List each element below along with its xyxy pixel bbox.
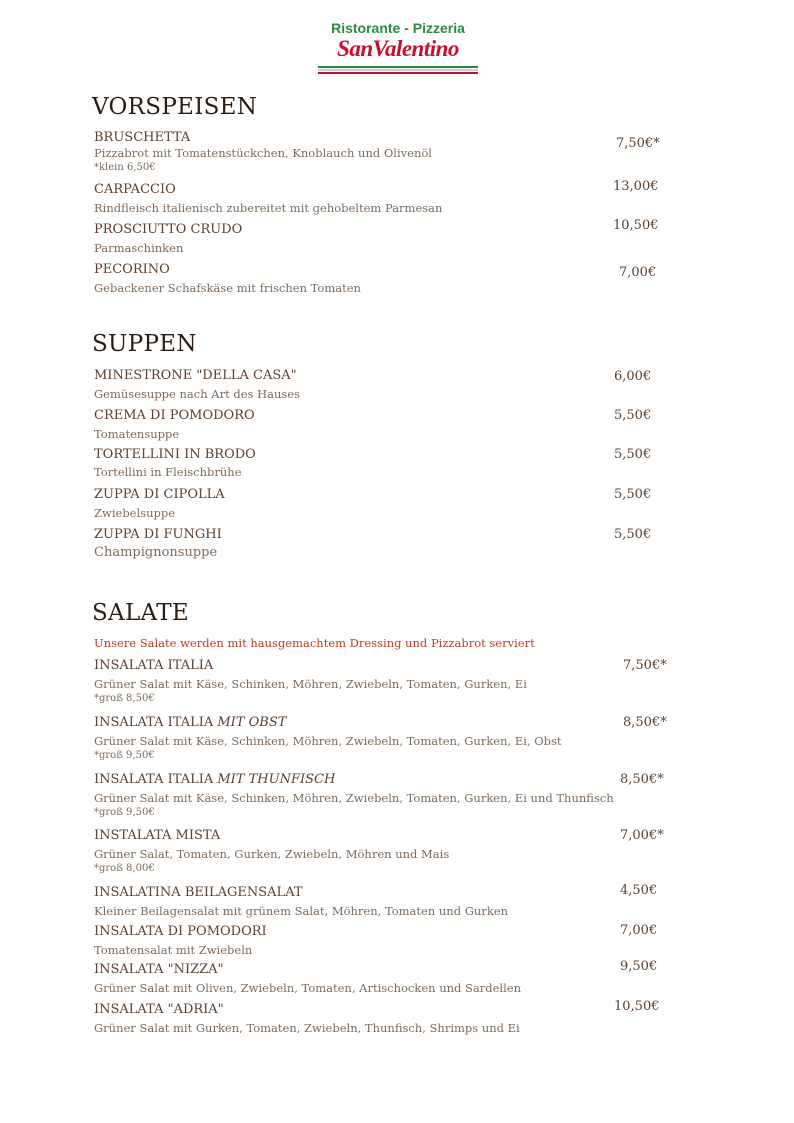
item-price: 7,00€* <box>620 828 664 843</box>
item-name-main: INSALATA ITALIA <box>94 715 214 730</box>
item-note: *groß 8,50€ <box>94 693 155 704</box>
menu-item <box>94 885 674 919</box>
item-price: 5,50€ <box>614 408 652 423</box>
item-description: Zwiebelsuppe <box>94 506 175 520</box>
logo-script-name: SanValentino <box>337 36 459 61</box>
item-description: Gemüsesuppe nach Art des Hauses <box>94 387 300 401</box>
section-title-salate: SALATE <box>92 600 189 626</box>
item-name-suffix: MIT THUNFISCH <box>217 772 336 787</box>
menu-item <box>94 1002 674 1036</box>
item-price: 7,50€* <box>623 658 667 673</box>
item-name: INSALATA ITALIA <box>94 658 214 673</box>
item-price: 10,50€ <box>614 999 660 1014</box>
item-price: 6,00€ <box>614 369 652 384</box>
menu-item <box>94 222 674 256</box>
flag-stripe-green <box>318 66 478 68</box>
flag-stripe-white <box>318 69 478 71</box>
item-price: 13,00€ <box>613 179 659 194</box>
menu-item <box>94 962 674 996</box>
item-name <box>94 715 674 731</box>
menu-item <box>94 262 674 296</box>
item-description: Tomatensalat mit Zwiebeln <box>94 943 253 957</box>
item-description: Tomatensuppe <box>94 427 180 441</box>
item-price: 5,50€ <box>614 447 652 462</box>
menu-item <box>94 447 674 480</box>
item-name: BRUSCHETTA <box>94 130 191 145</box>
item-description: Gebackener Schafskäse mit frischen Tomaten <box>94 281 361 295</box>
item-name: CREMA DI POMODORO <box>94 408 255 423</box>
logo-subtitle: Ristorante - Pizzeria <box>331 20 465 36</box>
item-description: Parmaschinken <box>94 241 184 255</box>
section-intro: Unsere Salate werden mit hausgemachtem Dressing und Pizzabrot serviert <box>94 636 535 650</box>
item-price: 8,50€* <box>620 772 664 787</box>
item-name-suffix: MIT OBST <box>217 715 287 730</box>
item-name: PROSCIUTTO CRUDO <box>94 222 243 237</box>
menu-item <box>94 527 674 560</box>
item-name: ZUPPA DI FUNGHI <box>94 527 222 542</box>
menu-item <box>94 715 674 762</box>
item-description: Tortellini in Fleischbrühe <box>94 465 242 479</box>
item-note: *groß 9,50€ <box>94 750 155 761</box>
item-name: INSALATA "ADRIA" <box>94 1002 224 1017</box>
section-title-vorspeisen: VORSPEISEN <box>92 94 258 120</box>
flag-stripe-red <box>318 72 478 74</box>
item-name: PECORINO <box>94 262 170 277</box>
item-price: 8,50€* <box>623 715 667 730</box>
item-description: Champignonsuppe <box>94 545 218 560</box>
item-description: Grüner Salat mit Käse, Schinken, Möhren, Zwiebeln, Tomaten, Gurken, Ei und Thunfisch <box>94 791 614 805</box>
menu-item <box>94 658 674 705</box>
item-price: 7,50€* <box>616 136 660 151</box>
item-description: Rindfleisch italienisch zubereitet mit gehobeltem Parmesan <box>94 201 443 215</box>
item-name-main: INSALATA ITALIA <box>94 772 214 787</box>
item-description: Kleiner Beilagensalat mit grünem Salat, Möhren, Tomaten und Gurken <box>94 904 509 918</box>
menu-item <box>94 368 674 402</box>
item-description: Grüner Salat, Tomaten, Gurken, Zwiebeln, Möhren und Mais <box>94 847 450 861</box>
item-description: Grüner Salat mit Käse, Schinken, Möhren, Zwiebeln, Tomaten, Gurken, Ei <box>94 677 527 691</box>
item-name: INSALATINA BEILAGENSALAT <box>94 885 303 900</box>
item-name: INSTALATA MISTA <box>94 828 221 843</box>
item-price: 5,50€ <box>614 487 652 502</box>
item-description: Pizzabrot mit Tomatenstückchen, Knoblauch und Olivenöl <box>94 146 432 160</box>
menu-item <box>94 924 674 958</box>
menu-item <box>94 828 674 875</box>
menu-item <box>94 772 674 819</box>
item-note: *klein 6,50€ <box>94 162 156 173</box>
item-description: Grüner Salat mit Oliven, Zwiebeln, Tomaten, Artischocken und Sardellen <box>94 981 521 995</box>
item-description: Grüner Salat mit Käse, Schinken, Möhren, Zwiebeln, Tomaten, Gurken, Ei, Obst <box>94 734 562 748</box>
menu-item <box>94 130 674 174</box>
item-name: INSALATA DI POMODORI <box>94 924 267 939</box>
item-price: 10,50€ <box>613 218 659 233</box>
item-name: INSALATA "NIZZA" <box>94 962 224 977</box>
section-title-suppen: SUPPEN <box>92 331 197 357</box>
menu-item <box>94 182 674 216</box>
item-note: *groß 9,50€ <box>94 807 155 818</box>
item-name: CARPACCIO <box>94 182 176 197</box>
item-price: 7,00€ <box>620 923 658 938</box>
item-name: TORTELLINI IN BRODO <box>94 447 256 462</box>
item-price: 7,00€ <box>619 265 657 280</box>
restaurant-logo <box>316 16 480 76</box>
item-price: 5,50€ <box>614 527 652 542</box>
item-description: Grüner Salat mit Gurken, Tomaten, Zwiebeln, Thunfisch, Shrimps und Ei <box>94 1021 520 1035</box>
item-price: 9,50€ <box>620 959 658 974</box>
item-name: ZUPPA DI CIPOLLA <box>94 487 225 502</box>
menu-item <box>94 408 674 442</box>
item-note: *groß 8,00€ <box>94 863 155 874</box>
item-name <box>94 772 674 788</box>
menu-item <box>94 487 674 521</box>
item-price: 4,50€ <box>620 883 658 898</box>
item-name: MINESTRONE "DELLA CASA" <box>94 368 297 383</box>
